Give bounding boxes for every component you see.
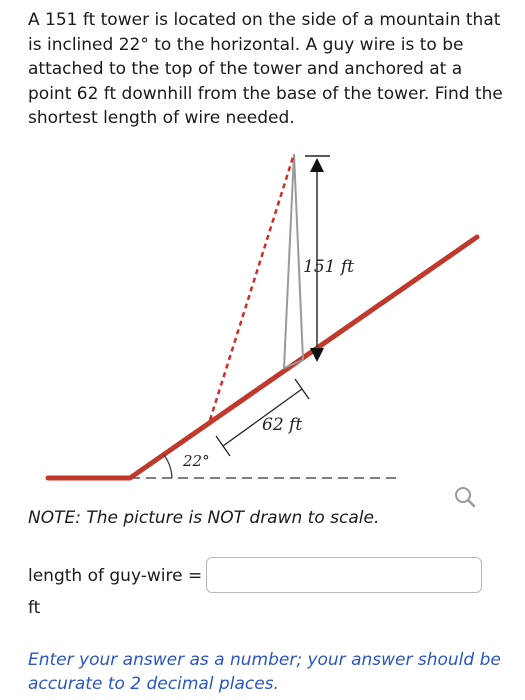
answer-unit: ft (28, 598, 41, 618)
angle-arc (164, 455, 172, 478)
distance-tick-left (216, 436, 230, 456)
tower-height-bottom-arrow (310, 348, 324, 362)
answer-instructions: Enter your answer as a number; your answer should be accurate to 2 decimal places. (28, 650, 501, 694)
angle-label: 22° (183, 452, 210, 470)
scale-note: NOTE: The picture is NOT drawn to scale. (28, 508, 380, 528)
guy-wire-length-input[interactable] (206, 557, 482, 593)
answer-label: length of guy-wire = (28, 566, 203, 586)
tower-height-top-arrow (310, 158, 324, 172)
problem-statement: A 151 ft tower is located on the side of a mountain that is inclined 22° to the horizontal. A guy wire is to be attached to the top of the tower and anchored at a point 62 ft downhill from the base of the tower. Find the shortest length of wire needed. (28, 10, 503, 128)
magnify-icon[interactable] (452, 484, 478, 510)
distance-tick-right (295, 379, 309, 399)
tower-diagram (0, 140, 525, 500)
guy-wire (210, 154, 294, 420)
distance-label: 62 ft (262, 415, 303, 435)
tower-height-label: 151 ft (303, 257, 354, 277)
tower (284, 154, 303, 368)
